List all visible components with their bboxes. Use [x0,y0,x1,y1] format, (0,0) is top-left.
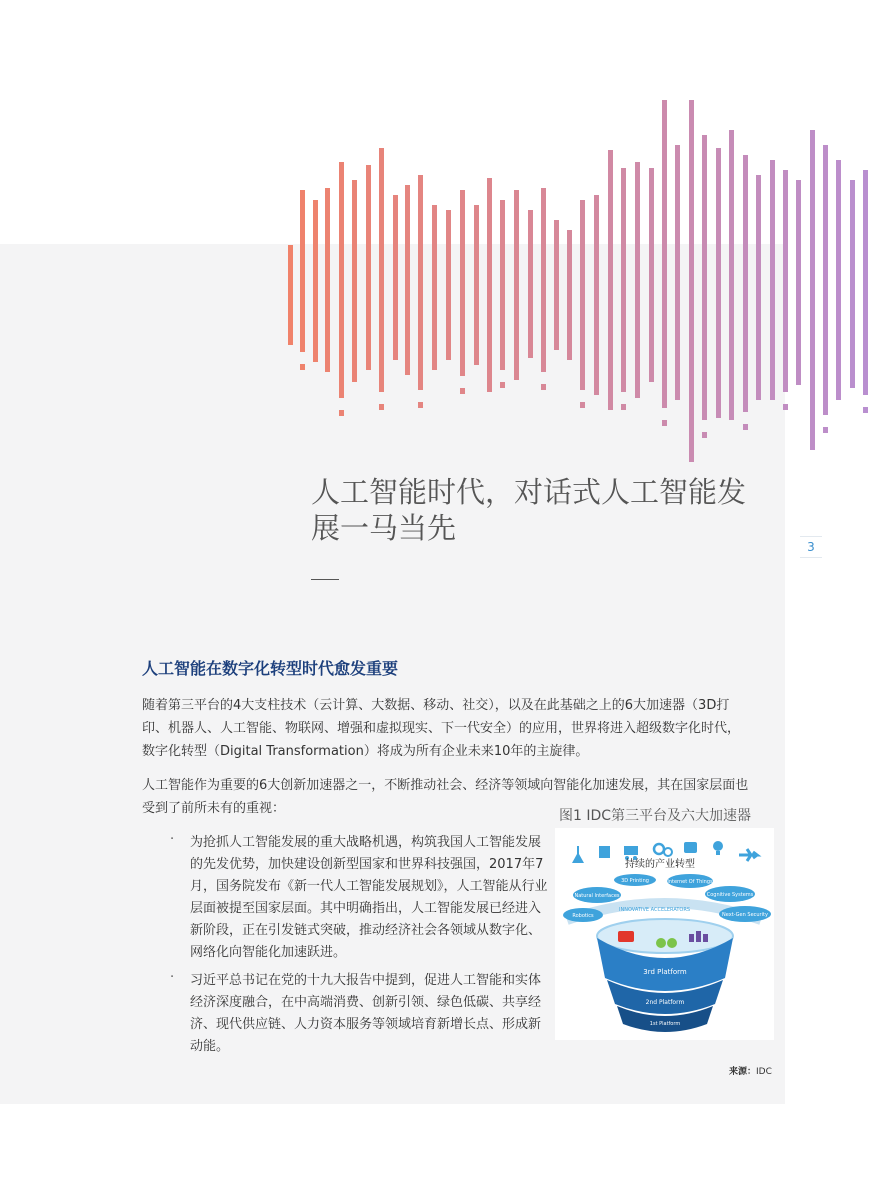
platform-2nd: 2nd Platform [645,999,685,1006]
title-underline [311,579,339,580]
wave-bar [339,162,344,398]
wave-bar [446,210,451,360]
page-title: 人工智能时代，对话式人工智能发展一马当先 [311,475,747,545]
wave-bar [662,100,667,408]
wave-bar [379,148,384,392]
wave-dash [418,402,423,408]
wave-bar [608,150,613,410]
bubble-iot: Internet Of Things [667,879,713,885]
wave-bar [675,145,680,400]
bubble-3d-printing: 3D Printing [621,878,649,884]
cart-icon [624,846,638,860]
wave-bar [594,195,599,395]
wave-bar [823,145,828,415]
wave-bar [796,180,801,385]
wave-dash [580,402,585,408]
wave-bar [689,100,694,462]
wave-bar [635,162,640,398]
idc-third-platform-figure [555,828,774,1040]
wave-bar [393,195,398,360]
wave-bar [836,160,841,400]
bubble-robotics: Robotics [572,913,594,919]
wave-dash [339,410,344,416]
wave-bar [366,165,371,370]
wave-bar [325,188,330,372]
wave-bar [810,130,815,450]
platform-1st: 1st Platform [649,1021,681,1027]
bullet-marker: · [170,970,175,985]
wave-bar [500,200,505,370]
wave-bar [756,175,761,400]
wave-bar [580,200,585,390]
bullet-marker: · [170,832,175,847]
money-icon [684,842,697,853]
wave-bar [352,180,357,382]
wave-dash [863,407,868,413]
page-number: 3 [800,536,822,558]
building-icon [599,846,610,858]
wave-dash [460,388,465,394]
flask-icon [572,846,584,863]
wave-bar [863,170,868,395]
wave-bar [487,178,492,392]
sound-wave-graphic [0,0,869,470]
body-paragraph-2: 人工智能作为重要的6大创新加速器之一，不断推动社会、经济等领域向智能化加速发展，其在国家层面也受到了前所未有的重视： [142,778,749,816]
bullet-item-2: 习近平总书记在党的十九大报告中提到，促进人工智能和实体经济深度融合，在中高端消费、创新引领、绿色低碳、共享经济、现代供应链、人力资本服务等领域培育新增长点、形成新动能。 [190,973,542,1054]
wave-dash [662,420,667,426]
wave-bar [418,175,423,390]
bubble-natural-interfaces: Natural Interfaces [574,893,620,899]
wave-bar [621,168,626,392]
wave-bar [432,205,437,370]
wave-bar [541,188,546,372]
wave-bar [300,190,305,352]
wave-dash [300,364,305,370]
wave-bar [567,230,572,360]
wave-bar [460,190,465,376]
wave-bar [743,155,748,412]
platform-3rd: 3rd Platform [643,968,687,976]
wave-bar [770,160,775,400]
figure-header: 持续的产业转型 [625,859,695,870]
wave-dash [783,404,788,410]
wave-bar [288,245,293,345]
figure-caption: 图1 IDC第三平台及六大加速器 [559,808,752,824]
wave-bar [528,210,533,358]
wave-dash [823,427,828,433]
wave-bar [313,200,318,362]
wave-dash [621,404,626,410]
section-heading: 人工智能在数字化转型时代愈发重要 [142,659,399,678]
gear-icon [654,844,672,856]
figure-source: 来源：IDC [729,1067,772,1077]
wave-bar [474,205,479,365]
wave-bar [729,130,734,420]
wave-bar [514,190,519,380]
airplane-icon [739,849,757,861]
wave-bar [702,135,707,420]
bubble-security: Next-Gen Security [722,912,768,918]
wave-dash [541,384,546,390]
wave-bar [649,168,654,382]
wave-bar [716,148,721,418]
bubble-cognitive: Cognitive Systems [706,892,754,898]
wave-bar [554,220,559,350]
wave-dash [702,432,707,438]
wave-bar [850,180,855,388]
wave-dash [379,404,384,410]
wave-bar [783,170,788,392]
lightbulb-icon [713,841,723,855]
bullet-item-1: 为抢抓人工智能发展的重大战略机遇，构筑我国人工智能发展的先发优势，加快建设创新型国家和世界科技强国，2017年7月，国务院发布《新一代人工智能发展规划》，人工智能从行业层面被提至国家层面。其中明确指出，人工智能发展已经进入新阶段，正在引发链式突破，推动经济社会各领域从数字化、网络化向智能化加速跃进。 [190,835,548,960]
wave-dash [743,424,748,430]
wave-bar [405,185,410,375]
svg-text:INNOVATIVE ACCELERATORS: INNOVATIVE ACCELERATORS [619,907,690,913]
body-paragraph-1: 随着第三平台的4大支柱技术（云计算、大数据、移动、社交），以及在此基础之上的6大加速器（3D打印、机器人、人工智能、物联网、增强和虚拟现实、下一代安全）的应用，世界将进入超级数字化时代，数字化转型（Digital Transformation）将成为所有企业未来10年的主旋律。 [142,698,741,759]
wave-dash [500,382,505,388]
